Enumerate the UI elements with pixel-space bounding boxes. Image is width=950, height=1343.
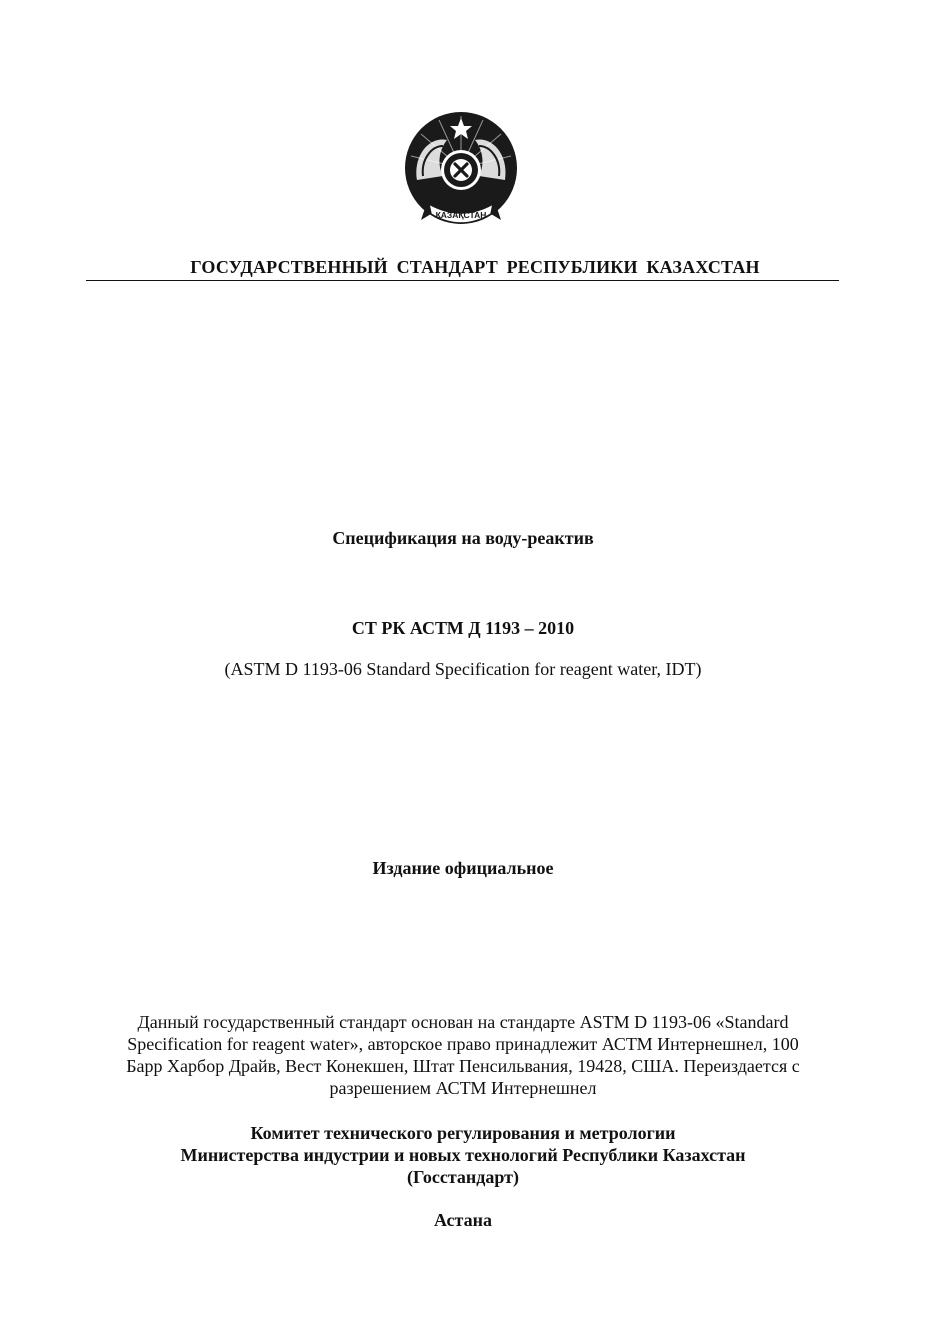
document-title: Спецификация на воду-реактив [332, 528, 594, 548]
notice-line: Specification for reagent water», авторское право принадлежит АСТМ Интернешнел, 100 [127, 1034, 799, 1054]
notice-line: разрешением АСТМ Интернешнел [329, 1078, 597, 1098]
state-emblem-icon [403, 110, 519, 230]
notice-line: Данный государственный стандарт основан на стандарте ASTM D 1193-06 «Standard [137, 1012, 789, 1032]
publisher-line: Комитет технического регулирования и метрологии [250, 1123, 676, 1143]
notice-line: Барр Харбор Драйв, Вест Конекшен, Штат Пенсильвания, 19428, США. Переиздается с [126, 1056, 800, 1076]
standard-header: ГОСУДАРСТВЕННЫЙ СТАНДАРТ РЕСПУБЛИКИ КАЗАХСТАН [190, 257, 760, 277]
copyright-notice [98, 1011, 828, 1099]
edition-label: Издание официальное [372, 858, 554, 878]
source-standard-reference: (ASTM D 1193-06 Standard Specification for reagent water, IDT) [224, 659, 702, 679]
publisher-line: Министерства индустрии и новых технологий Республики Казахстан [180, 1145, 746, 1165]
publisher-block [0, 1122, 926, 1188]
publication-city: Астана [434, 1210, 492, 1230]
document-designation: СТ РК АСТМ Д 1193 – 2010 [351, 618, 575, 638]
emblem-ribbon-label: ҚАЗАҚСТАН [435, 210, 487, 220]
header-divider [86, 280, 839, 281]
publisher-line: (Госстандарт) [407, 1167, 519, 1187]
